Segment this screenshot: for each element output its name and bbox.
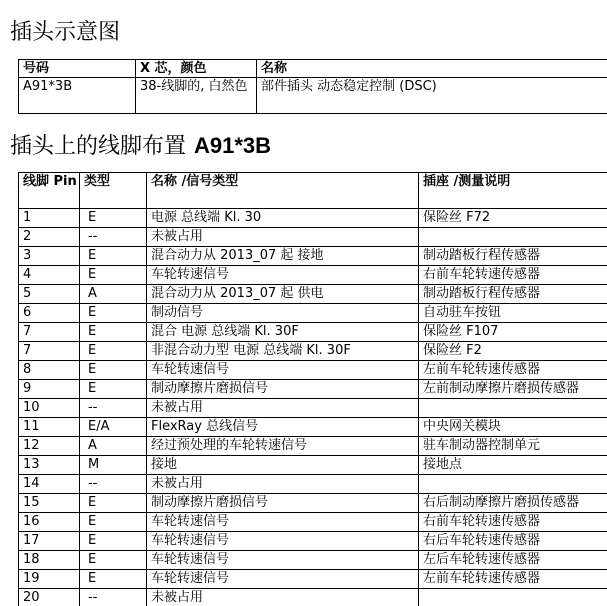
cell-pin: 19 [19, 570, 80, 589]
cell-signal-name: 混合动力从 2013_07 起 接地 [147, 247, 419, 266]
cell-type: -- [80, 475, 147, 494]
table-row [19, 228, 607, 247]
table-row [19, 570, 607, 589]
cell-socket: 左前制动摩擦片磨损传感器 [419, 380, 607, 399]
cell-signal-name: 混合动力从 2013_07 起 供电 [147, 285, 419, 304]
cell-signal-name: 电源 总线端 Kl. 30 [147, 209, 419, 228]
cell-type: -- [80, 228, 147, 247]
cell-type: E [80, 361, 147, 380]
cell-socket: 自动驻车按钮 [419, 304, 607, 323]
cell-type: -- [80, 589, 147, 606]
cell-signal-name: 未被占用 [147, 475, 419, 494]
cell-pin: 10 [19, 399, 80, 418]
header-type: 类型 [80, 173, 147, 209]
cell-pin: 18 [19, 551, 80, 570]
cell-pin: 6 [19, 304, 80, 323]
cell-pin: 15 [19, 494, 80, 513]
cell-component-name: 部件插头 动态稳定控制 (DSC) [257, 78, 607, 114]
pin-table-body [19, 209, 607, 606]
table-row [19, 418, 607, 437]
cell-signal-name: 制动摩擦片磨损信号 [147, 494, 419, 513]
cell-type: A [80, 285, 147, 304]
cell-pin: 1 [19, 209, 80, 228]
header-core-color: X 芯，颜色 [136, 60, 257, 78]
table-row [19, 285, 607, 304]
section-title-connector-diagram: 插头示意图 [10, 20, 121, 45]
cell-type: E [80, 323, 147, 342]
cell-socket: 左后车轮转速传感器 [419, 551, 607, 570]
table-row [19, 589, 607, 606]
cell-pin: 2 [19, 228, 80, 247]
cell-type: A [80, 437, 147, 456]
cell-pin: 20 [19, 589, 80, 606]
cell-type: E [80, 209, 147, 228]
cell-type: E/A [80, 418, 147, 437]
table-row [19, 209, 607, 228]
cell-pin: 12 [19, 437, 80, 456]
table-row [19, 456, 607, 475]
cell-socket: 制动踏板行程传感器 [419, 285, 607, 304]
cell-socket: 右前车轮转速传感器 [419, 513, 607, 532]
table-row [19, 513, 607, 532]
connector-info-table [18, 59, 607, 114]
cell-connector-number: A91*3B [19, 78, 136, 114]
cell-socket: 右后制动摩擦片磨损传感器 [419, 494, 607, 513]
table-row [19, 342, 607, 361]
cell-pin: 14 [19, 475, 80, 494]
table-row [19, 551, 607, 570]
cell-signal-name: 制动摩擦片磨损信号 [147, 380, 419, 399]
table-row [19, 494, 607, 513]
cell-signal-name: 车轮转速信号 [147, 361, 419, 380]
header-signal-name: 名称 /信号类型 [147, 173, 419, 209]
cell-socket [419, 399, 607, 418]
cell-type: E [80, 551, 147, 570]
cell-type: M [80, 456, 147, 475]
cell-pin: 8 [19, 361, 80, 380]
connector-code: A91*3B [194, 133, 272, 158]
section-title-pin-assignment [10, 133, 271, 160]
cell-signal-name: 车轮转速信号 [147, 551, 419, 570]
cell-pin: 3 [19, 247, 80, 266]
cell-socket: 保险丝 F2 [419, 342, 607, 361]
table-row [19, 266, 607, 285]
cell-socket [419, 475, 607, 494]
table-row [19, 361, 607, 380]
cell-type: E [80, 513, 147, 532]
header-name: 名称 [257, 60, 607, 78]
cell-socket: 右后车轮转速传感器 [419, 532, 607, 551]
cell-socket: 驻车制动器控制单元 [419, 437, 607, 456]
cell-pin: 13 [19, 456, 80, 475]
cell-type: E [80, 247, 147, 266]
cell-socket: 左前车轮转速传感器 [419, 361, 607, 380]
cell-signal-name: 制动信号 [147, 304, 419, 323]
table-row [19, 304, 607, 323]
cell-pin: 7 [19, 342, 80, 361]
table-row [19, 380, 607, 399]
table-row [19, 475, 607, 494]
table-row [19, 437, 607, 456]
cell-core-color: 38-线脚的, 白然色 [136, 78, 257, 114]
table-row [19, 323, 607, 342]
cell-signal-name: 接地 [147, 456, 419, 475]
cell-signal-name: 未被占用 [147, 589, 419, 606]
cell-type: E [80, 532, 147, 551]
cell-type: E [80, 304, 147, 323]
cell-pin: 11 [19, 418, 80, 437]
table-row [19, 247, 607, 266]
cell-socket: 左前车轮转速传感器 [419, 570, 607, 589]
header-pin: 线脚 Pin [19, 173, 80, 209]
cell-type: E [80, 266, 147, 285]
cell-socket [419, 228, 607, 247]
cell-signal-name: 混合 电源 总线端 Kl. 30F [147, 323, 419, 342]
cell-socket: 接地点 [419, 456, 607, 475]
cell-pin: 7 [19, 323, 80, 342]
cell-socket: 制动踏板行程传感器 [419, 247, 607, 266]
cell-pin: 16 [19, 513, 80, 532]
cell-type: E [80, 494, 147, 513]
cell-socket: 中央网关模块 [419, 418, 607, 437]
cell-pin: 17 [19, 532, 80, 551]
cell-signal-name: 未被占用 [147, 399, 419, 418]
info-row [19, 78, 607, 114]
cell-socket: 保险丝 F72 [419, 209, 607, 228]
cell-socket: 右前车轮转速传感器 [419, 266, 607, 285]
cell-type: E [80, 380, 147, 399]
cell-signal-name: 非混合动力型 电源 总线端 Kl. 30F [147, 342, 419, 361]
section-title-text: 插头上的线脚布置 [10, 134, 187, 159]
cell-type: E [80, 570, 147, 589]
cell-pin: 4 [19, 266, 80, 285]
cell-type: E [80, 342, 147, 361]
table-row [19, 399, 607, 418]
info-header-row [19, 60, 607, 78]
pin-header-row [19, 173, 607, 209]
cell-socket [419, 589, 607, 606]
cell-signal-name: 车轮转速信号 [147, 532, 419, 551]
header-number: 号码 [19, 60, 136, 78]
cell-signal-name: 经过预处理的车轮转速信号 [147, 437, 419, 456]
cell-signal-name: 车轮转速信号 [147, 266, 419, 285]
cell-pin: 9 [19, 380, 80, 399]
cell-signal-name: 未被占用 [147, 228, 419, 247]
cell-signal-name: 车轮转速信号 [147, 513, 419, 532]
cell-signal-name: 车轮转速信号 [147, 570, 419, 589]
cell-pin: 5 [19, 285, 80, 304]
table-row [19, 532, 607, 551]
cell-socket: 保险丝 F107 [419, 323, 607, 342]
cell-type: -- [80, 399, 147, 418]
cell-signal-name: FlexRay 总线信号 [147, 418, 419, 437]
header-socket-measurement: 插座 /测量说明 [419, 173, 607, 209]
pin-assignment-table [18, 172, 607, 606]
